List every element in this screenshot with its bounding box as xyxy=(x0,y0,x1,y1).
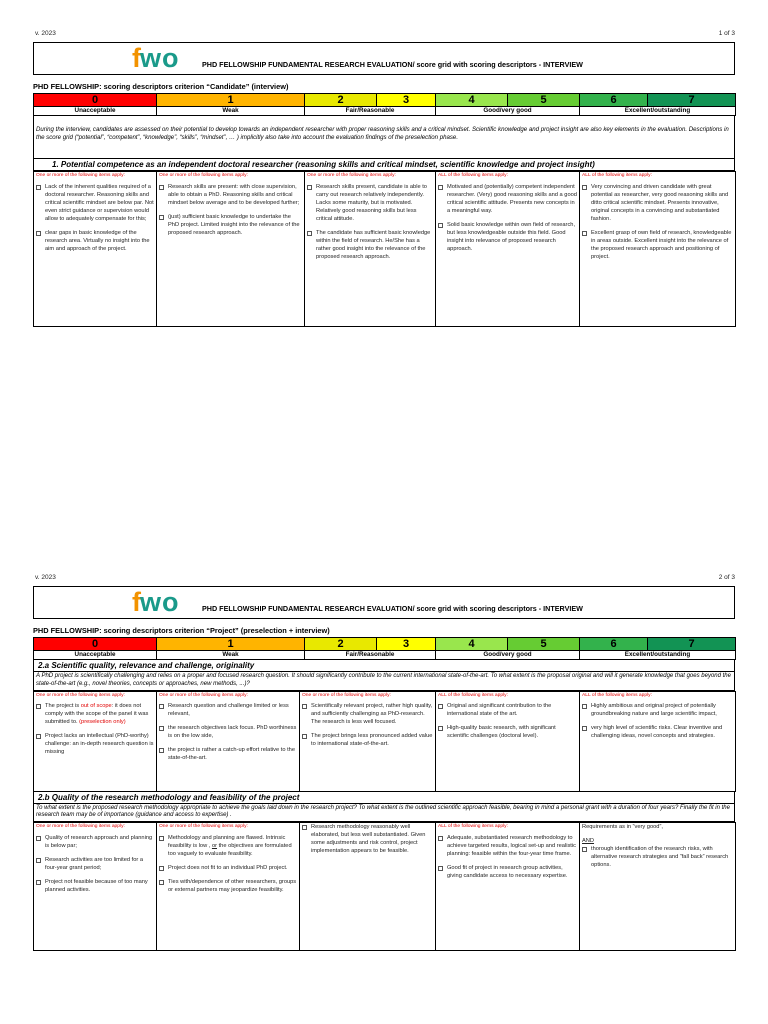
checkbox-icon[interactable] xyxy=(36,704,41,709)
apply-note: One or more of the following items apply: xyxy=(159,173,248,178)
logo-wo: wo xyxy=(140,587,180,617)
score-2: 2 xyxy=(305,638,377,651)
apply-note: ALL of the following items apply: xyxy=(582,692,652,698)
checkbox-icon[interactable] xyxy=(302,704,307,709)
label-row xyxy=(34,107,736,116)
label-row xyxy=(34,651,736,660)
checklist-item: The candidate has sufficient basic knowledge within the field of research. He/She has a rather good insight into the relevance of the proposed research approach. xyxy=(307,230,433,262)
intro-text: During the interview, candidates are assessed on their potential to develop towards an independent researcher with proper reasoning skills and a critical mindset. Scientific knowledge and project insight are also key elements in the evaluation. Descriptions in the score grid (“potential”, “competent”, “knowledge”, “skills”, “mindset”, … ) implicitly also take into account the evaluation findings of the preselection phase. xyxy=(33,116,735,159)
title-box xyxy=(33,586,735,619)
apply-note: ALL of the following items apply: xyxy=(438,824,508,830)
checkbox-icon[interactable] xyxy=(36,836,41,841)
checklist-item: Quality of research approach and planning is below par; xyxy=(36,835,154,851)
section-2a-intro: A PhD project is scientifically challenging and relies on a proper and focused research question. It should significantly contribute to the current international state-of-the-art. To what extent is the proposal original and will it generate knowledge that goes beyond the state-of-the-art (e.g., novel theories, concepts or approaches, new methods, ...)? xyxy=(33,672,735,691)
score-0: 0 xyxy=(34,638,157,651)
section-1-heading: 1. Potential competence as an independent doctoral researcher (reasoning skills and critical mindset, scientific knowledge and project insight) xyxy=(33,159,735,171)
checkbox-icon[interactable] xyxy=(307,185,312,190)
descriptor-col-4 xyxy=(580,172,736,327)
score-4: 4 xyxy=(436,94,508,107)
checkbox-icon[interactable] xyxy=(159,215,164,220)
checkbox-icon[interactable] xyxy=(438,223,443,228)
score-6: 6 xyxy=(580,94,648,107)
checkbox-icon[interactable] xyxy=(582,704,587,709)
label-unacceptable: Unacceptable xyxy=(34,651,157,660)
checklist-item: (just) sufficient basic knowledge to undertake the PhD project. Limited insight into the relevance of the proposed research approach. xyxy=(159,214,302,238)
criterion-title: PHD FELLOWSHIP: scoring descriptors criterion “Candidate” (interview) xyxy=(33,82,289,91)
section-2b-heading: 2.b Quality of the research methodology and feasibility of the project xyxy=(33,792,735,804)
score-3: 3 xyxy=(377,94,436,107)
descriptor-col-2 xyxy=(305,172,436,327)
section-2b-intro: To what extent is the proposed research methodology appropriate to achieve the goals laid down in the research project? To what extent is the outlined scientific approach feasible, bearing in mind a personal grant with a duration of four years? Finally the fit in the research team may be of importance (guidance and access to expertise) . xyxy=(33,804,735,823)
score-scale xyxy=(33,637,736,660)
version-label: v. 2023 xyxy=(35,574,56,581)
checkbox-icon[interactable] xyxy=(36,185,41,190)
descriptor-col-4 xyxy=(580,823,736,951)
descriptor-col-3 xyxy=(436,172,580,327)
checklist-item: Project lacks an intellectual (PhD-worthy) challenge: an in-depth research question is missing xyxy=(36,733,154,757)
score-7: 7 xyxy=(648,638,736,651)
checklist-item: very high level of scientific risks. Clear inventive and challenging ideas, novel concepts and strategies. xyxy=(582,725,733,741)
checklist-item: Lack of the inherent qualities required of a doctoral researcher. Reasoning skills and critical scientific mindset are below par. Not even strict guidance or supervision would allow to adequately compensate for this; xyxy=(36,184,154,224)
apply-note: One or more of the following items apply: xyxy=(159,692,248,698)
checklist-item: Research question and challenge limited or less relevant, xyxy=(159,703,297,719)
checklist-item: Research skills are present: with close supervision, able to obtain a PhD. Reasoning skills and critical mindset below average and to be developed further; xyxy=(159,184,302,208)
checklist-item: clear gaps in basic knowledge of the research area. Virtually no insight into the aim and approach of the project. xyxy=(36,230,154,254)
checklist-item: the research objectives lack focus. PhD worthiness is on the low side, xyxy=(159,725,297,741)
label-excellent: Excellent/outstanding xyxy=(580,651,736,660)
checkbox-icon[interactable] xyxy=(159,866,164,871)
checkbox-icon[interactable] xyxy=(36,231,41,236)
checklist-item: thorough identification of the research risks, with alternative research strategies and “fall back” research options. xyxy=(582,846,733,870)
and-label: AND xyxy=(582,838,595,845)
descriptor-col-1 xyxy=(157,172,305,327)
descriptor-col-1 xyxy=(157,691,300,791)
checklist-item: Ties with/dependence of other researchers, groups or external partners may jeopardize feasibility. xyxy=(159,879,297,895)
checkbox-icon[interactable] xyxy=(582,231,587,236)
descriptor-col-2 xyxy=(300,823,436,951)
document-title: PHD FELLOWSHIP FUNDAMENTAL RESEARCH EVALUATION/ score grid with scoring descriptors - INTERVIEW xyxy=(202,604,583,613)
checkbox-icon[interactable] xyxy=(438,866,443,871)
checklist-item: Motivated and (potentially) competent independent researcher. (Very) good reasoning skills and a good critical scientific attitude. Presents new concepts in a meaningful way. xyxy=(438,184,577,216)
checkbox-icon[interactable] xyxy=(438,836,443,841)
score-5: 5 xyxy=(508,94,580,107)
checkbox-icon[interactable] xyxy=(159,880,164,885)
score-7: 7 xyxy=(648,94,736,107)
version-label: v. 2023 xyxy=(35,30,56,37)
score-1: 1 xyxy=(157,94,305,107)
descriptor-table-1 xyxy=(33,171,736,327)
score-3: 3 xyxy=(377,638,436,651)
score-row xyxy=(34,94,736,107)
apply-note: ALL of the following items apply: xyxy=(438,173,508,178)
score-2: 2 xyxy=(305,94,377,107)
checklist-item: Very convincing and driven candidate with great potential as researcher, very good reasoning skills and ditto critical scientific mindset. Presents innovative, original concepts in a convincing and substantiated fashion. xyxy=(582,184,733,224)
descriptor-col-1 xyxy=(157,823,300,951)
checklist-item: Project does not fit to an individual PhD project. xyxy=(159,865,297,873)
checklist-item: Methodology and planning are flawed. Intrinsic feasibility is low , or the objectives are formulated too vaguely to evaluate feasibility. xyxy=(159,835,297,859)
checklist-item: Adequate, substantiated research methodology to achieve targeted results, logical set-up and realistic planning: feasible within the four-year time frame. xyxy=(438,835,577,859)
label-weak: Weak xyxy=(157,651,305,660)
descriptor-table-2b xyxy=(33,822,736,951)
score-row xyxy=(34,638,736,651)
checklist-item: Highly ambitious and original project of potentially groundbreaking nature and large scientific impact, xyxy=(582,703,733,719)
checkbox-icon[interactable] xyxy=(159,726,164,731)
label-good: Good/very good xyxy=(436,651,580,660)
descriptor-col-4 xyxy=(580,691,736,791)
checklist-item: The project brings less pronounced added value to international state-of-the-art. xyxy=(302,733,433,749)
label-excellent: Excellent/outstanding xyxy=(580,107,736,116)
checkbox-icon[interactable] xyxy=(438,704,443,709)
page-number: 1 of 3 xyxy=(718,30,735,37)
checkbox-icon[interactable] xyxy=(302,825,307,830)
checklist-item: Research skills present, candidate is able to carry out research relatively independently. Lacks some maturity, but is motivated. Relatively good reasoning skills but less critical attitude. xyxy=(307,184,433,224)
label-fair: Fair/Reasonable xyxy=(305,651,436,660)
apply-note: One or more of the following items apply: xyxy=(36,173,125,178)
page-number: 2 of 3 xyxy=(718,574,735,581)
score-scale xyxy=(33,93,736,116)
apply-note: One or more of the following items apply: xyxy=(307,173,396,178)
apply-note: ALL of the following items apply: xyxy=(438,692,508,698)
apply-note: One or more of the following items apply: xyxy=(36,692,125,698)
checklist-item: Project not feasible because of too many planned activities. xyxy=(36,879,154,895)
descriptor-col-2 xyxy=(300,691,436,791)
checklist-item: Solid basic knowledge within own field of research, but less knowledgeable outside this field. Good insight into relevance of proposed research approach. xyxy=(438,222,577,254)
logo-f: f xyxy=(132,43,140,73)
checklist-item: Research activities are too limited for a four-year grant period; xyxy=(36,857,154,873)
checkbox-icon[interactable] xyxy=(302,734,307,739)
apply-note: One or more of the following items apply: xyxy=(36,824,125,830)
criterion-title: PHD FELLOWSHIP: scoring descriptors criterion “Project” (preselection + interview) xyxy=(33,626,330,635)
score-0: 0 xyxy=(34,94,157,107)
descriptor-table-2a xyxy=(33,691,736,792)
checklist-item: Good fit of project in research group activities, giving candidate access to necessary expertise. xyxy=(438,865,577,881)
checkbox-icon[interactable] xyxy=(307,231,312,236)
checkbox-icon[interactable] xyxy=(438,726,443,731)
page-header xyxy=(33,28,735,40)
label-good: Good/very good xyxy=(436,107,580,116)
checkbox-icon[interactable] xyxy=(438,185,443,190)
checkbox-icon[interactable] xyxy=(159,836,164,841)
logo-wo: wo xyxy=(140,43,180,73)
score-4: 4 xyxy=(436,638,508,651)
checklist-item: Excellent grasp of own field of research, knowledgeable in areas outside. Excellent insight into the relevance of the proposed research approach and positioning of project. xyxy=(582,230,733,262)
checkbox-icon[interactable] xyxy=(582,185,587,190)
checklist-item: Research methodology reasonably well elaborated, but less well substantiated. Given some adjustments and risk control, project implementation appears to be feasible. xyxy=(302,824,433,856)
checkbox-icon[interactable] xyxy=(582,726,587,731)
logo-f: f xyxy=(132,587,140,617)
checkbox-icon[interactable] xyxy=(159,704,164,709)
apply-note: ALL of the following items apply: xyxy=(582,173,652,178)
checkbox-icon[interactable] xyxy=(36,858,41,863)
page-2 xyxy=(33,572,735,951)
fwo-logo xyxy=(132,43,180,74)
checkbox-icon[interactable] xyxy=(159,748,164,753)
descriptor-col-3 xyxy=(436,691,580,791)
checklist-item: High-quality basic research, with significant scientific challenges (doctoral level). xyxy=(438,725,577,741)
checkbox-icon[interactable] xyxy=(582,847,587,852)
score-6: 6 xyxy=(580,638,648,651)
descriptor-col-3 xyxy=(436,823,580,951)
label-weak: Weak xyxy=(157,107,305,116)
apply-note: One or more of the following items apply: xyxy=(159,824,248,830)
page-1 xyxy=(33,28,735,327)
descriptor-col-0 xyxy=(34,823,157,951)
descriptor-col-0 xyxy=(34,172,157,327)
fwo-logo xyxy=(132,587,180,618)
checkbox-icon[interactable] xyxy=(36,880,41,885)
score-5: 5 xyxy=(508,638,580,651)
apply-note: One or more of the following items apply: xyxy=(302,692,391,698)
title-box xyxy=(33,42,735,75)
checkbox-icon[interactable] xyxy=(36,734,41,739)
label-unacceptable: Unacceptable xyxy=(34,107,157,116)
checklist-item: The project is out of scope: it does not comply with the scope of the panel it was submitted to. (preselection only) xyxy=(36,703,154,727)
label-fair: Fair/Reasonable xyxy=(305,107,436,116)
checklist-item: Original and significant contribution to the international state of the art. xyxy=(438,703,577,719)
descriptor-col-0 xyxy=(34,691,157,791)
document-title: PHD FELLOWSHIP FUNDAMENTAL RESEARCH EVALUATION/ score grid with scoring descriptors - INTERVIEW xyxy=(202,60,583,69)
score-1: 1 xyxy=(157,638,305,651)
checklist-item: the project is rather a catch-up effort relative to the state-of-the-art. xyxy=(159,747,297,763)
requirements-note: Requirements as in “very good”, xyxy=(582,824,663,831)
section-2a-heading: 2.a Scientific quality, relevance and challenge, originality xyxy=(33,660,735,672)
checklist-item: Scientifically relevant project, rather high quality, and sufficiently challenging as PhD-research. The research is less well focused. xyxy=(302,703,433,727)
checkbox-icon[interactable] xyxy=(159,185,164,190)
page-header xyxy=(33,572,735,584)
